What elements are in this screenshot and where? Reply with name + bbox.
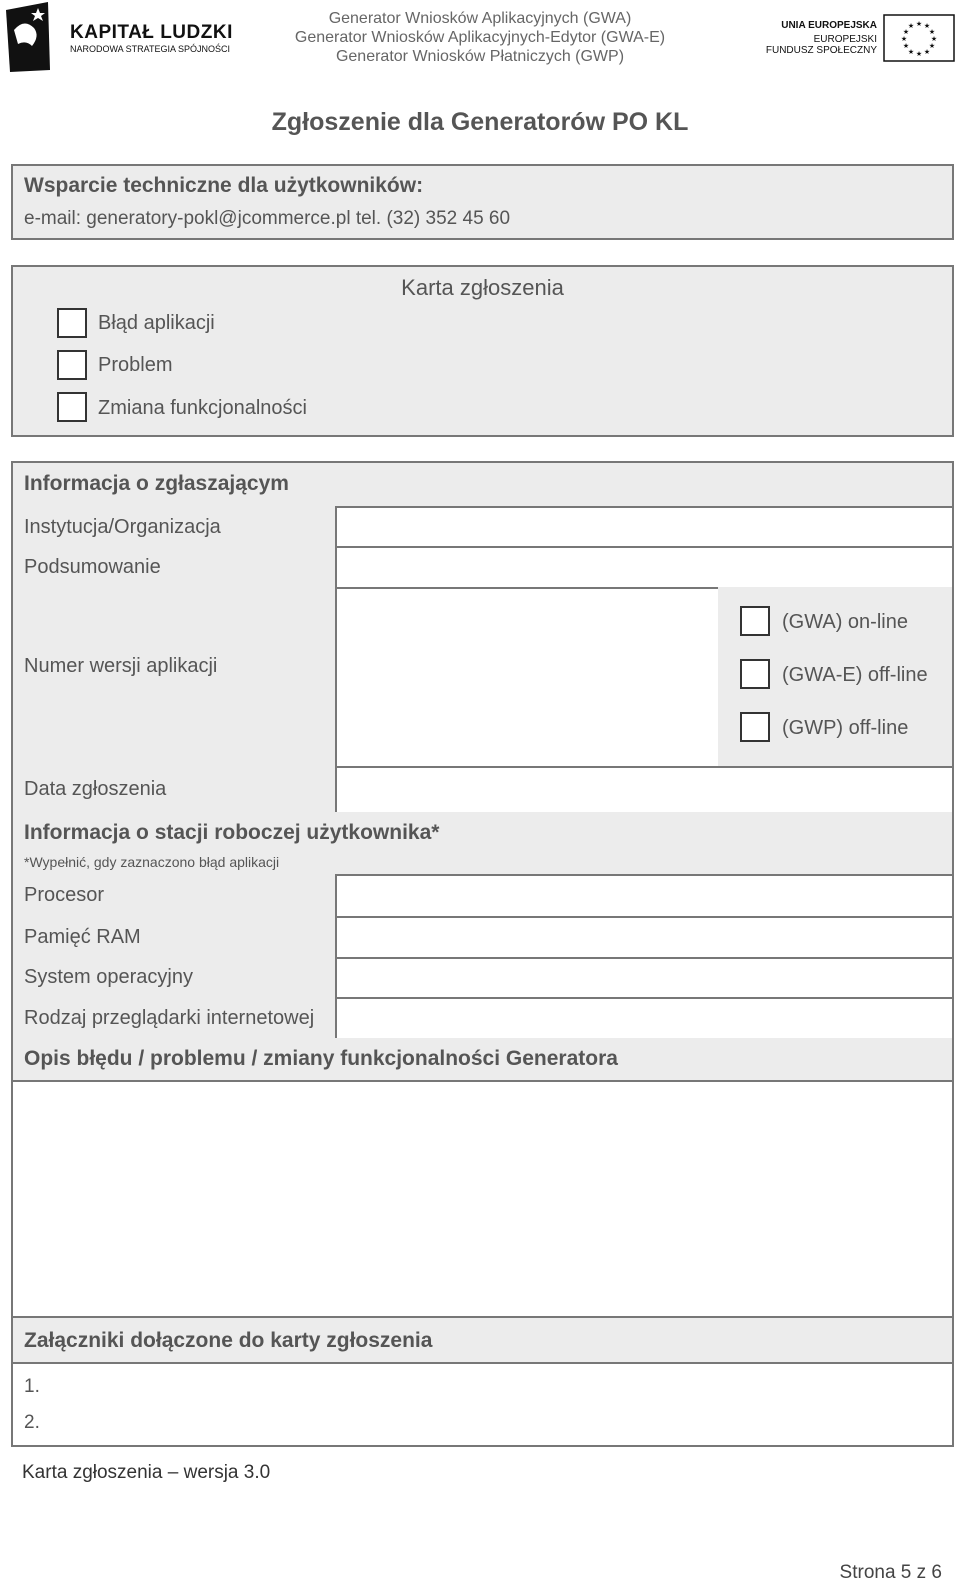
eu-flag-icon xyxy=(883,14,955,62)
attachments-heading: Załączniki dołączone do karty zgłoszenia xyxy=(24,1329,433,1352)
checkbox-gwp-offline[interactable] xyxy=(740,712,770,742)
attachments-box xyxy=(11,1318,954,1447)
option-gwa-e-offline: (GWA-E) off-line xyxy=(782,664,928,686)
svg-text:★: ★ xyxy=(915,20,923,28)
version-label: Numer wersji aplikacji xyxy=(24,655,218,677)
ram-label: Pamięć RAM xyxy=(24,926,141,948)
date-label-cell xyxy=(13,766,337,814)
os-label-cell xyxy=(13,957,337,999)
workstation-note: *Wypełnić, gdy zaznaczono błąd aplikacji xyxy=(24,854,280,870)
processor-label-cell xyxy=(13,874,337,918)
submitter-heading-row xyxy=(13,463,952,508)
option-label-problem: Problem xyxy=(98,354,173,376)
date-label: Data zgłoszenia xyxy=(24,778,167,800)
svg-text:★: ★ xyxy=(902,42,910,50)
card-type-box xyxy=(11,265,954,437)
summary-label: Podsumowanie xyxy=(24,556,161,578)
support-contact: e-mail: generatory-pokl@jcommerce.pl tel. (32) 352 45 60 xyxy=(24,208,511,229)
attachment-item-1[interactable]: 1. xyxy=(24,1376,40,1397)
eu-logo-line-2: EUROPEJSKI xyxy=(813,34,877,45)
eu-logo-line-3: FUNDUSZ SPOŁECZNY xyxy=(765,45,877,56)
checkbox-bug[interactable] xyxy=(57,308,87,338)
page-title: Zgłoszenie dla Generatorów PO KL xyxy=(271,108,689,136)
checkbox-problem[interactable] xyxy=(57,350,87,380)
svg-text:★: ★ xyxy=(930,35,938,43)
option-label-bug: Błąd aplikacji xyxy=(98,312,215,334)
description-heading: Opis błędu / problemu / zmiany funkcjonalności Generatora xyxy=(24,1047,618,1070)
browser-label-cell xyxy=(13,997,337,1040)
institution-label-cell xyxy=(13,506,337,548)
kapital-ludzki-logo xyxy=(4,0,244,74)
workstation-heading: Informacja o stacji roboczej użytkownika* xyxy=(24,821,440,844)
processor-label: Procesor xyxy=(24,884,105,906)
card-title: Karta zgłoszenia xyxy=(401,275,564,300)
page-number: Strona 5 z 6 xyxy=(839,1562,942,1583)
svg-text:★: ★ xyxy=(923,48,931,56)
logo-subtitle: NARODOWA STRATEGIA SPÓJNOŚCI xyxy=(70,44,231,54)
ram-label-cell xyxy=(13,916,337,959)
summary-label-cell xyxy=(13,546,337,589)
svg-text:★: ★ xyxy=(928,28,936,36)
checkbox-gwa-online[interactable] xyxy=(740,606,770,636)
description-textarea[interactable] xyxy=(13,1080,952,1316)
option-label-feature-change: Zmiana funkcjonalności xyxy=(98,397,307,419)
institution-input[interactable] xyxy=(335,506,952,548)
svg-text:★: ★ xyxy=(902,28,910,36)
eu-logo xyxy=(752,12,957,64)
version-label-cell xyxy=(13,587,337,768)
attachment-item-2[interactable]: 2. xyxy=(24,1412,40,1433)
processor-input[interactable] xyxy=(335,874,952,918)
version-input[interactable] xyxy=(335,587,720,768)
header-line-1: Generator Wniosków Aplikacyjnych (GWA) xyxy=(328,10,632,27)
os-label: System operacyjny xyxy=(24,966,193,988)
svg-text:★: ★ xyxy=(923,22,931,30)
ram-input[interactable] xyxy=(335,916,952,959)
os-input[interactable] xyxy=(335,957,952,999)
svg-text:★: ★ xyxy=(928,42,936,50)
svg-text:★: ★ xyxy=(900,35,908,43)
logo-title: KAPITAŁ LUDZKI xyxy=(70,22,233,43)
submitter-heading: Informacja o zgłaszającym xyxy=(24,472,289,495)
support-box xyxy=(11,164,954,240)
workstation-heading-row xyxy=(13,812,952,876)
svg-text:★: ★ xyxy=(907,22,915,30)
support-heading: Wsparcie techniczne dla użytkowników: xyxy=(24,174,424,197)
description-heading-row xyxy=(13,1038,952,1082)
date-input[interactable] xyxy=(335,766,952,814)
checkbox-gwa-e-offline[interactable] xyxy=(740,659,770,689)
browser-input[interactable] xyxy=(335,997,952,1040)
summary-input[interactable] xyxy=(335,546,952,589)
header-line-3: Generator Wniosków Płatniczych (GWP) xyxy=(335,48,625,65)
submitter-form xyxy=(11,461,954,1318)
eu-logo-line-1: UNIA EUROPEJSKA xyxy=(781,20,877,31)
kapital-ludzki-emblem-icon xyxy=(4,0,52,74)
header-line-2: Generator Wniosków Aplikacyjnych-Edytor (GWA-E) xyxy=(294,29,666,46)
attachments-heading-row xyxy=(13,1318,952,1364)
form-version: Karta zgłoszenia – wersja 3.0 xyxy=(22,1462,271,1483)
browser-label: Rodzaj przeglądarki internetowej xyxy=(24,1007,315,1029)
institution-label: Instytucja/Organizacja xyxy=(24,516,221,538)
svg-text:★: ★ xyxy=(907,48,915,56)
checkbox-feature-change[interactable] xyxy=(57,392,87,422)
svg-text:★: ★ xyxy=(915,50,923,58)
option-gwa-online: (GWA) on-line xyxy=(782,611,908,633)
version-options-cell xyxy=(718,587,952,768)
option-gwp-offline: (GWP) off-line xyxy=(782,717,909,739)
